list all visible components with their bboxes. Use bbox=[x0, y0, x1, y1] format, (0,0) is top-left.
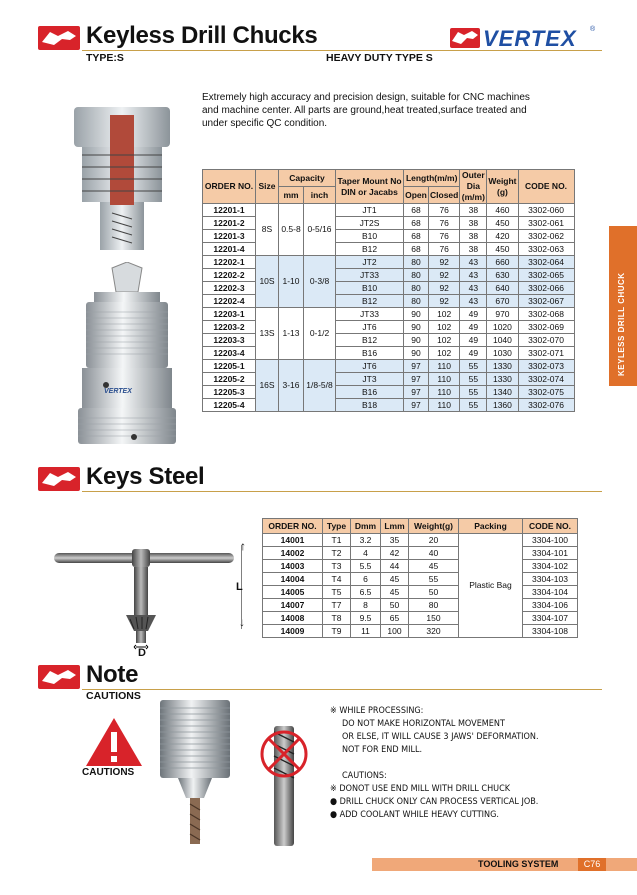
table-cell: 45 bbox=[381, 573, 409, 586]
table-cell: 76 bbox=[429, 217, 460, 230]
table-row bbox=[263, 612, 578, 625]
table-cell: 3304-104 bbox=[523, 586, 578, 599]
table-cell: 3302-060 bbox=[518, 204, 574, 217]
caution-line: OR ELSE, IT WILL CAUSE 3 JAWS' DEFORMATION. bbox=[342, 732, 539, 742]
table-cell: B12 bbox=[336, 334, 404, 347]
note-rule bbox=[82, 689, 602, 690]
table-cell: 3302-062 bbox=[518, 230, 574, 243]
table-cell: 8S bbox=[256, 204, 279, 256]
table-cell: 3304-102 bbox=[523, 560, 578, 573]
col-weight: Weight (g) bbox=[487, 170, 518, 204]
table-cell: 97 bbox=[404, 386, 429, 399]
keys-header-cell: Type bbox=[323, 519, 351, 534]
table-cell: JT1 bbox=[336, 204, 404, 217]
table-cell: 450 bbox=[487, 243, 518, 256]
table-cell: 14002 bbox=[263, 547, 323, 560]
vertex-brand-text: VERTEX bbox=[483, 26, 577, 51]
table-cell: 420 bbox=[487, 230, 518, 243]
table-cell: 90 bbox=[404, 347, 429, 360]
table-cell: 1030 bbox=[487, 347, 518, 360]
table-cell: JT3 bbox=[336, 373, 404, 386]
table-cell: 450 bbox=[487, 217, 518, 230]
table-cell: 12203-2 bbox=[203, 321, 256, 334]
table-cell: 110 bbox=[429, 399, 460, 412]
table-cell: 9.5 bbox=[351, 612, 381, 625]
table-cell: 80 bbox=[404, 256, 429, 269]
table-cell: 10S bbox=[256, 256, 279, 308]
table-cell: 20 bbox=[409, 534, 459, 547]
keys-header-cell: Dmm bbox=[351, 519, 381, 534]
table-cell: 640 bbox=[487, 282, 518, 295]
table-cell: 55 bbox=[409, 573, 459, 586]
table-cell: T8 bbox=[323, 612, 351, 625]
col-size: Size bbox=[256, 170, 279, 204]
table-cell: B12 bbox=[336, 243, 404, 256]
table-cell: T5 bbox=[323, 586, 351, 599]
table-cell: 68 bbox=[404, 243, 429, 256]
col-inch: inch bbox=[304, 187, 336, 204]
table-cell: 45 bbox=[381, 586, 409, 599]
table-row bbox=[263, 547, 578, 560]
table-row bbox=[263, 560, 578, 573]
table-cell: 97 bbox=[404, 373, 429, 386]
drill-chuck-table bbox=[202, 169, 575, 412]
table-cell: 80 bbox=[409, 599, 459, 612]
table-cell: 660 bbox=[487, 256, 518, 269]
table-cell: 92 bbox=[429, 256, 460, 269]
table-cell: 0.5-8 bbox=[279, 204, 304, 256]
table-cell: B10 bbox=[336, 282, 404, 295]
table-cell: 50 bbox=[381, 599, 409, 612]
table-cell: 12201-4 bbox=[203, 243, 256, 256]
table-cell: 92 bbox=[429, 295, 460, 308]
table-cell: 35 bbox=[381, 534, 409, 547]
table-cell: 14008 bbox=[263, 612, 323, 625]
col-code: CODE NO. bbox=[518, 170, 574, 204]
note-title: Note bbox=[86, 661, 139, 688]
keys-rule bbox=[82, 491, 602, 492]
table-cell: 49 bbox=[460, 321, 487, 334]
table-cell: 90 bbox=[404, 321, 429, 334]
table-cell: JT33 bbox=[336, 269, 404, 282]
table-row bbox=[263, 534, 578, 547]
table-cell: 14001 bbox=[263, 534, 323, 547]
table-cell: 1330 bbox=[487, 373, 518, 386]
table-cell: 68 bbox=[404, 204, 429, 217]
table-cell: 3302-076 bbox=[518, 399, 574, 412]
table-cell: B16 bbox=[336, 347, 404, 360]
table-cell: 65 bbox=[381, 612, 409, 625]
table-cell: 3302-069 bbox=[518, 321, 574, 334]
table-cell: 102 bbox=[429, 308, 460, 321]
table-cell: 1-13 bbox=[279, 308, 304, 360]
description bbox=[202, 91, 530, 130]
table-cell: 12202-2 bbox=[203, 269, 256, 282]
cautions-badge: CAUTIONS bbox=[82, 767, 135, 778]
table-cell: 6.5 bbox=[351, 586, 381, 599]
table-cell: 670 bbox=[487, 295, 518, 308]
col-outer: Outer Dia (m/m) bbox=[461, 170, 485, 202]
table-cell: 12203-3 bbox=[203, 334, 256, 347]
table-cell: 42 bbox=[381, 547, 409, 560]
table-cell: 44 bbox=[381, 560, 409, 573]
table-cell: 3304-106 bbox=[523, 599, 578, 612]
col-length: Length(m/m) bbox=[404, 170, 460, 187]
table-cell: T2 bbox=[323, 547, 351, 560]
table-cell: 3302-066 bbox=[518, 282, 574, 295]
table-cell: B12 bbox=[336, 295, 404, 308]
eagle-logo-icon bbox=[38, 665, 80, 689]
table-cell: B10 bbox=[336, 230, 404, 243]
table-cell: 3302-071 bbox=[518, 347, 574, 360]
table-cell: 100 bbox=[381, 625, 409, 638]
table-row bbox=[263, 573, 578, 586]
table-cell: 49 bbox=[460, 347, 487, 360]
page-title: Keyless Drill Chucks bbox=[86, 22, 318, 49]
table-cell: 12205-2 bbox=[203, 373, 256, 386]
caution-spacer bbox=[330, 757, 539, 770]
table-cell: 55 bbox=[460, 399, 487, 412]
col-open: Open bbox=[404, 187, 429, 204]
table-cell: 3304-101 bbox=[523, 547, 578, 560]
eagle-logo-icon bbox=[38, 467, 80, 491]
table-cell: 14004 bbox=[263, 573, 323, 586]
table-row bbox=[263, 599, 578, 612]
table-cell: 55 bbox=[460, 373, 487, 386]
keys-table bbox=[262, 518, 578, 638]
table-cell: Plastic Bag bbox=[459, 534, 523, 638]
table-cell: 45 bbox=[409, 560, 459, 573]
table-cell: 38 bbox=[460, 243, 487, 256]
table-cell: 3.2 bbox=[351, 534, 381, 547]
table-cell: 5.5 bbox=[351, 560, 381, 573]
table-cell: 76 bbox=[429, 243, 460, 256]
table-cell: 3304-108 bbox=[523, 625, 578, 638]
table-cell: 12203-1 bbox=[203, 308, 256, 321]
table-cell: JT6 bbox=[336, 321, 404, 334]
table-cell: 4 bbox=[351, 547, 381, 560]
caution-line: ● ADD COOLANT WHILE HEAVY CUTTING. bbox=[330, 810, 499, 820]
table-cell: 14003 bbox=[263, 560, 323, 573]
table-cell: 92 bbox=[429, 282, 460, 295]
keys-header-cell: CODE NO. bbox=[523, 519, 578, 534]
chuck-key-image bbox=[52, 535, 242, 660]
table-cell: 14007 bbox=[263, 599, 323, 612]
page-number: C76 bbox=[578, 858, 606, 871]
table-cell: 3302-074 bbox=[518, 373, 574, 386]
table-cell: 38 bbox=[460, 217, 487, 230]
type-right-label: HEAVY DUTY TYPE S bbox=[326, 52, 433, 64]
table-cell: 80 bbox=[404, 269, 429, 282]
registered-mark: ® bbox=[590, 26, 596, 33]
table-cell: 460 bbox=[487, 204, 518, 217]
table-cell: 110 bbox=[429, 373, 460, 386]
end-mill-prohibited-image bbox=[254, 718, 314, 848]
table-cell: 0-3/8 bbox=[304, 256, 336, 308]
table-cell: 102 bbox=[429, 321, 460, 334]
description-line: and machine center. All parts are ground,heat treated,surface treated and bbox=[202, 105, 527, 116]
table-cell: 68 bbox=[404, 217, 429, 230]
table-cell: 43 bbox=[460, 256, 487, 269]
table-cell: 320 bbox=[409, 625, 459, 638]
type-label: TYPE:S bbox=[86, 52, 124, 64]
table-cell: 110 bbox=[429, 386, 460, 399]
table-row bbox=[263, 625, 578, 638]
table-cell: 1020 bbox=[487, 321, 518, 334]
table-cell: 3302-070 bbox=[518, 334, 574, 347]
arrow-up-icon: ↑ bbox=[240, 539, 246, 553]
table-cell: 0-5/16 bbox=[304, 204, 336, 256]
table-cell: 6 bbox=[351, 573, 381, 586]
table-cell: 49 bbox=[460, 308, 487, 321]
table-cell: 0-1/2 bbox=[304, 308, 336, 360]
description-line: Extremely high accuracy and precision design, suitable for CNC machines bbox=[202, 92, 530, 103]
table-cell: 90 bbox=[404, 334, 429, 347]
table-cell: JT2S bbox=[336, 217, 404, 230]
table-row bbox=[203, 256, 575, 269]
drill-chuck-image bbox=[72, 262, 182, 452]
description-line: under specific QC condition. bbox=[202, 118, 328, 129]
table-cell: JT2 bbox=[336, 256, 404, 269]
table-cell: 92 bbox=[429, 269, 460, 282]
table-cell: B18 bbox=[336, 399, 404, 412]
col-order: ORDER NO. bbox=[203, 170, 256, 204]
table-cell: 102 bbox=[429, 347, 460, 360]
footer-label: TOOLING SYSTEM bbox=[478, 859, 559, 869]
table-cell: 12205-4 bbox=[203, 399, 256, 412]
col-taper: Taper Mount No DIN or Jacabs bbox=[336, 170, 404, 204]
table-cell: 110 bbox=[429, 360, 460, 373]
table-cell: 1360 bbox=[487, 399, 518, 412]
table-cell: 50 bbox=[409, 586, 459, 599]
table-cell: T9 bbox=[323, 625, 351, 638]
note-subtitle: CAUTIONS bbox=[86, 690, 141, 702]
table-cell: 1330 bbox=[487, 360, 518, 373]
cautions-text bbox=[330, 705, 539, 822]
eagle-logo-icon bbox=[38, 26, 80, 50]
table-cell: 630 bbox=[487, 269, 518, 282]
dimension-l-label: L bbox=[236, 581, 243, 593]
table-cell: 12205-1 bbox=[203, 360, 256, 373]
dimension-d-label: D bbox=[138, 647, 146, 659]
table-cell: 12201-2 bbox=[203, 217, 256, 230]
svg-text:VERTEX: VERTEX bbox=[104, 388, 132, 395]
table-cell: 3302-061 bbox=[518, 217, 574, 230]
table-cell: T4 bbox=[323, 573, 351, 586]
table-cell: 3304-100 bbox=[523, 534, 578, 547]
caution-line: ※ DONOT USE END MILL WITH DRILL CHUCK bbox=[330, 784, 511, 794]
table-row bbox=[263, 586, 578, 599]
col-capacity: Capacity bbox=[279, 170, 336, 187]
table-cell: 3304-107 bbox=[523, 612, 578, 625]
table-cell: 102 bbox=[429, 334, 460, 347]
drill-chuck-cutaway-image bbox=[62, 95, 182, 255]
table-cell: 150 bbox=[409, 612, 459, 625]
caution-line: ※ WHILE PROCESSING: bbox=[330, 706, 424, 716]
table-cell: 8 bbox=[351, 599, 381, 612]
caution-line: CAUTIONS: bbox=[342, 771, 387, 781]
caution-line: ● DRILL CHUCK ONLY CAN PROCESS VERTICAL JOB. bbox=[330, 797, 539, 807]
table-cell: 68 bbox=[404, 230, 429, 243]
table-cell: 43 bbox=[460, 282, 487, 295]
table-cell: 1-10 bbox=[279, 256, 304, 308]
table-cell: JT33 bbox=[336, 308, 404, 321]
keys-header-cell: ORDER NO. bbox=[263, 519, 323, 534]
table-cell: 16S bbox=[256, 360, 279, 412]
col-mm: mm bbox=[279, 187, 304, 204]
table-cell: T3 bbox=[323, 560, 351, 573]
table-cell: 97 bbox=[404, 360, 429, 373]
side-tab-label: KEYLESS DRILL CHUCK bbox=[617, 272, 626, 376]
table-cell: 14009 bbox=[263, 625, 323, 638]
table-cell: 38 bbox=[460, 230, 487, 243]
table-row bbox=[203, 204, 575, 217]
table-cell: 12202-4 bbox=[203, 295, 256, 308]
table-cell: 3302-068 bbox=[518, 308, 574, 321]
table-row bbox=[203, 308, 575, 321]
table-cell: 14005 bbox=[263, 586, 323, 599]
table-cell: 970 bbox=[487, 308, 518, 321]
table-cell: 76 bbox=[429, 204, 460, 217]
table-cell: 97 bbox=[404, 399, 429, 412]
table-cell: 1340 bbox=[487, 386, 518, 399]
table-cell: 43 bbox=[460, 269, 487, 282]
table-cell: 13S bbox=[256, 308, 279, 360]
table-cell: 12202-1 bbox=[203, 256, 256, 269]
vertex-eagle-icon bbox=[450, 28, 480, 48]
col-closed: Closed bbox=[429, 187, 460, 204]
table-cell: 38 bbox=[460, 204, 487, 217]
vertex-logo bbox=[450, 26, 598, 52]
table-cell: 55 bbox=[460, 386, 487, 399]
table-cell: 1/8-5/8 bbox=[304, 360, 336, 412]
table-cell: T1 bbox=[323, 534, 351, 547]
table-cell: B16 bbox=[336, 386, 404, 399]
table-cell: JT6 bbox=[336, 360, 404, 373]
caution-line: NOT FOR END MILL. bbox=[342, 745, 423, 755]
side-tab bbox=[609, 226, 637, 386]
keys-header-cell: Lmm bbox=[381, 519, 409, 534]
table-cell: T7 bbox=[323, 599, 351, 612]
keys-header-cell: Packing bbox=[459, 519, 523, 534]
table-cell: 3302-065 bbox=[518, 269, 574, 282]
table-cell: 49 bbox=[460, 334, 487, 347]
table-cell: 3304-103 bbox=[523, 573, 578, 586]
table-cell: 80 bbox=[404, 282, 429, 295]
table-row bbox=[203, 360, 575, 373]
table-cell: 80 bbox=[404, 295, 429, 308]
table-cell: 43 bbox=[460, 295, 487, 308]
table-cell: 12201-1 bbox=[203, 204, 256, 217]
table-cell: 76 bbox=[429, 230, 460, 243]
table-cell: 3302-073 bbox=[518, 360, 574, 373]
table-cell: 55 bbox=[460, 360, 487, 373]
table-cell: 12201-3 bbox=[203, 230, 256, 243]
table-cell: 1040 bbox=[487, 334, 518, 347]
table-cell: 3302-075 bbox=[518, 386, 574, 399]
table-cell: 3302-063 bbox=[518, 243, 574, 256]
table-cell: 3-16 bbox=[279, 360, 304, 412]
warning-icon bbox=[84, 716, 144, 768]
chuck-with-drill-image bbox=[150, 698, 240, 848]
table-cell: 12203-4 bbox=[203, 347, 256, 360]
arrow-down-icon: ↓ bbox=[239, 615, 245, 629]
table-cell: 3302-064 bbox=[518, 256, 574, 269]
keys-title: Keys Steel bbox=[86, 463, 205, 490]
table-cell: 3302-067 bbox=[518, 295, 574, 308]
table-cell: 11 bbox=[351, 625, 381, 638]
table-cell: 12205-3 bbox=[203, 386, 256, 399]
keys-header-cell: Weight(g) bbox=[409, 519, 459, 534]
caution-line: DO NOT MAKE HORIZONTAL MOVEMENT bbox=[342, 719, 505, 729]
table-cell: 90 bbox=[404, 308, 429, 321]
table-cell: 12202-3 bbox=[203, 282, 256, 295]
table-cell: 40 bbox=[409, 547, 459, 560]
